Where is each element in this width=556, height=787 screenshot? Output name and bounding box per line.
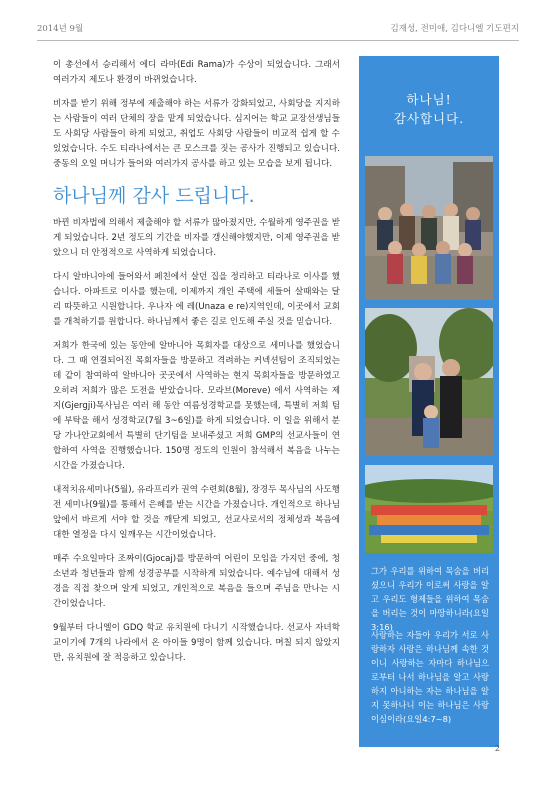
page-number: 2: [494, 744, 500, 753]
camp-photo: [365, 465, 493, 553]
paragraph: 비자를 받기 위해 정부에 제출해야 하는 서류가 강화되었고, 사회당을 지지하는 사람들이 여러 단체의 장을 맡게 되었습니다. 심지어는 학교 교장선생님들도 사회당 사람들이 하게 되었고, 취업도 사회당 사람들이 비교적 쉽게 할 수 있었습니다. 수도 티라나에서는 큰 모스크를 짓는 공사가 진행되고 있습니다. 중동의 오일 머니가 들어와 여러가지 공사를 하고 있는 모습을 보게 됩니다.: [53, 99, 340, 169]
paragraph: 바뀐 비자법에 의해서 제출해야 할 서류가 많아졌지만, 수월하게 영주권을 받게 되었습니다. 2년 정도의 기간을 비자를 갱신해야했지만, 이제 영주권을 받았으니 더 안정적으로 사역하게 되었습니다.: [53, 218, 340, 258]
page-header: [37, 22, 519, 36]
paragraph: 다시 알바니아에 들어와서 페친에서 살던 집을 정리하고 티라나로 이사를 했습니다. 아파트로 이사를 했는데, 이제까지 개인 주택에 세들어 살때와는 달리 따뜻하고 시원합니다. 우나자 에 레(Unaza e re)지역인데, 이곳에서 교회를 개척하기를 원합니다. 하나님께서 좋은 길로 인도해 주실 것을 믿습니다.: [53, 272, 340, 327]
section-heading: 하나님께 감사 드립니다.: [53, 185, 255, 207]
header-names: 김재성, 전미애, 김다니엘 기도편지: [390, 24, 519, 34]
paragraph: 이 총선에서 승리해서 에디 라마(Edi Rama)가 수상이 되었습니다. 그래서 여러가지 제도나 환경이 바뀌었습니다.: [53, 60, 340, 85]
paragraph: 내적치유세미나(5월), 유라프리카 권역 수련회(8월), 장경두 목사님의 사도행전 세미나(9월)를 통해서 은혜를 받는 시간을 가졌습니다. 개인적으로 하나님 앞에서 바르게 서야 할 것을 깨닫게 되었고, 선교사로서의 정체성과 복음에 대한 열정을 다시 일깨우는 시간이었습니다.: [53, 485, 340, 540]
sidebar-verse-2: 사랑하는 자들아 우리가 서로 사랑하자 사랑은 하나님께 속한 것이니 사랑하는 자마다 하나님으로부터 나서 하나님을 알고 사랑하지 아니하는 자는 하나님을 알지 못하나니 이는 하나님은 사랑이심이라(요일4:7~8): [371, 630, 489, 724]
paragraph: 저희가 한국에 있는 동안에 알바니아 목회자를 대상으로 세미나를 했었습니다. 그 때 연결되어진 목회자들을 방문하고 격려하는 커넥션팀이 조직되었는데 같이 참여하여 알바니아 곳곳에서 사역하는 현지 목회자들을 방문하였고 오히려 저희가 많은 도전을 받았습니다. 모라브(Moreve) 에서 사역하는 제지(Gjergji)목사님은 여러 해 동안 여름성경학교를 못했는데, 특별히 저희 팀에 부탁을 해서 성경학교(7월 3~6일)를 하게 되었습니다. 이 일을 위해서 분당 가나안교회에서 특별히 단기팀을 보내주셨고 저희 GMP의 선교사들이 연합하여 사역을 진행했습니다. 150명 정도의 인원이 참석해서 복음을 나누는 시간을 가졌습니다.: [53, 341, 340, 471]
sidebar: [359, 56, 499, 747]
paragraph: 9월부터 다니엘이 GDQ 학교 유치원에 다니기 시작했습니다. 선교사 자녀학교이기에 7개의 나라에서 온 아이들 9명이 함께 있습니다. 며칠 되지 않았지만, 유치원에 잘 적응하고 있습니다.: [53, 623, 340, 663]
sidebar-verse-1: 그가 우리를 위하여 목숨을 버리셨으니 우리가 이로써 사랑을 알고 우리도 형제들을 위하여 목숨을 버리는 것이 마땅하니라(요일3:16): [371, 566, 489, 632]
paragraph: 매주 수요일마다 조짜이(Gjocaj)를 방문하여 어린이 모임을 가지던 중에, 청소년과 청년들과 함께 성경공부를 시작하게 되었습니다. 예수님에 대해서 성경을 직접 찾으며 알게 되었고, 개인적으로 복음을 들으며 주님을 만나는 시간이었습니다.: [53, 554, 340, 609]
header-divider: [37, 40, 519, 41]
family-photo: [365, 308, 493, 456]
header-date: 2014년 9월: [37, 24, 84, 34]
main-column: [53, 58, 340, 675]
group-photo: [365, 156, 493, 300]
sidebar-title: [359, 90, 499, 128]
sidebar-title-line1: 하나님!: [406, 92, 452, 107]
sidebar-title-line2: 감사합니다.: [393, 111, 465, 126]
